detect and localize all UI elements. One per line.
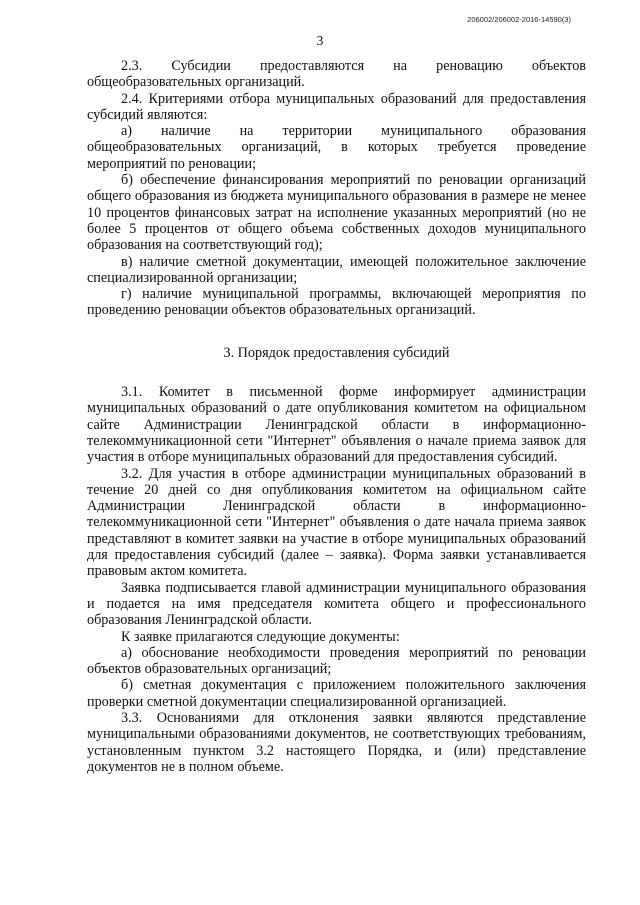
criterion-a: а) наличие на территории муниципального образования общеобразовательных организаций, в которых требуется проведение мероприятий по реновации;: [87, 123, 586, 172]
paragraph-2-4: 2.4. Критериями отбора муниципальных образований для предоставления субсидий являются:: [87, 90, 586, 123]
attachment-a: а) обоснование необходимости проведения мероприятий по реновации объектов образовательных организаций;: [87, 644, 586, 678]
criterion-v: в) наличие сметной документации, имеющей положительное заключение специализированной организации;: [87, 253, 586, 286]
document-body: [87, 58, 586, 775]
page-number: 3: [316, 33, 324, 48]
section-title: 3. Порядок предоставления субсидий: [223, 344, 450, 361]
paragraph-3-3: 3.3. Основаниями для отклонения заявки являются представление муниципальными образованиями документов, не соответствующих требованиям, установленным пунктом 3.2 настоящего Порядка, и (или) представление документов не в полном объеме.: [87, 709, 586, 775]
paragraph-signature: Заявка подписывается главой администрации муниципального образования и подается на имя председателя комитета общего и профессионального образования Ленинградской области.: [87, 579, 586, 629]
attachment-b: б) сметная документация с приложением положительного заключения проверки сметной документации специализированной организацией.: [87, 677, 586, 710]
criterion-b: б) обеспечение финансирования мероприятий по реновации организаций общего образования из бюджета муниципального образования в размере не менее 10 процентов финансовых затрат на исполнение указанных мероприятий (но не более 5 процентов от общего объема собственных доходов муниципального образования на соответствующий год);: [87, 172, 586, 254]
paragraph-3-2: 3.2. Для участия в отборе администрации муниципальных образований в течение 20 дней со дня опубликования комитетом на официальном сайте Администрации Ленинградской области в информационно-телекоммуникационной сети "Интернет" объявления о дате начала приема заявок представляют в комитет заявки на участие в отборе муниципальных образований для предоставления субсидий (далее – заявка). Форма заявки устанавливается правовым актом комитета.: [87, 465, 586, 580]
document-id: 206002/206002-2016-14590(3): [467, 15, 571, 24]
criterion-g: г) наличие муниципальной программы, включающей мероприятия по проведению реновации объектов образовательных организаций.: [87, 286, 586, 319]
paragraph-attachments: К заявке прилагаются следующие документы:: [121, 628, 400, 645]
paragraph-3-1: 3.1. Комитет в письменной форме информирует администрации муниципальных образований о дате опубликования комитетом на официальном сайте Администрации Ленинградской области в информационно-телекоммуникационной сети "Интернет" объявления о начале приема заявок для участия в отборе муниципальных образований для предоставления субсидий.: [87, 384, 586, 466]
paragraph-2-3: 2.3. Субсидии предоставляются на реновацию объектов общеобразовательных организаций.: [87, 58, 586, 91]
